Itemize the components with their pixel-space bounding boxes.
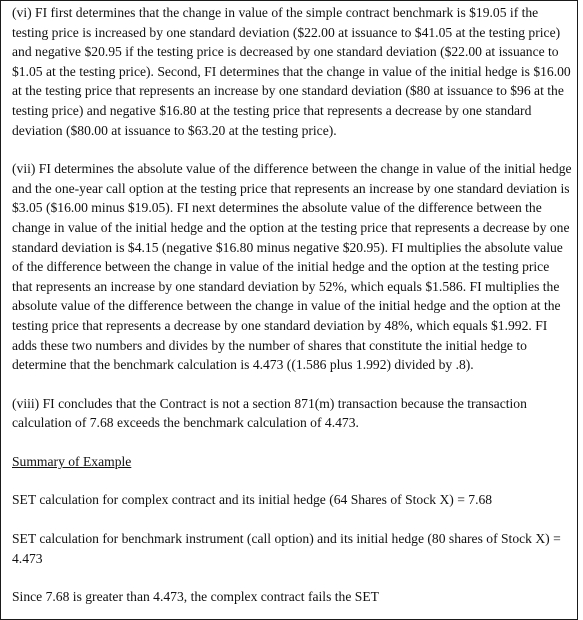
spacer — [12, 471, 572, 490]
spacer — [12, 510, 572, 529]
spacer — [12, 375, 572, 394]
spacer — [12, 568, 572, 587]
spacer — [12, 433, 572, 452]
paragraph-vii: (vii) FI determines the absolute value of the difference between the change in value of the initial hedge and the one-year call option at the testing price that represents an increase by one standard deviation is $3.05 ($16.00 minus $19.05). FI next determines the absolute value of the difference between the change in value of the initial hedge and the option at the testing price that represents a decrease by one standard deviation is $4.15 (negative $16.80 minus negative $20.95). FI multiplies the absolute value of the difference between the change in value of the initial hedge and the option at the testing price that represents an increase by one standard deviation by 52%, which equals $1.586. FI multiplies the absolute value of the difference between the change in value of the initial hedge and the option at the testing price that represents a decrease by one standard deviation by 48%, which equals $1.992. FI adds these two numbers and divides by the number of shares that constitute the initial hedge to determine that the benchmark calculation is 4.473 ((1.586 plus 1.992) divided by .8). — [12, 161, 572, 373]
paragraph-viii: (viii) FI concludes that the Contract is not a section 871(m) transaction because the transaction calculation of 7.68 exceeds the benchmark calculation of 4.473. — [12, 395, 527, 431]
summary-heading: Summary of Example — [12, 453, 132, 469]
spacer — [12, 140, 572, 159]
paragraph-vi: (vi) FI first determines that the change in value of the simple contract benchmark is $19.05 if the testing price is increased by one standard deviation ($22.00 at issuance to $41.05 at the testing price) and negative $20.95 if the testing price is decreased by one standard deviation ($22.00 at issuance to $1.05 at the testing price). Second, FI determines that the change in value of the initial hedge is $16.00 at the testing price that represents an increase by one standard deviation ($80 at issuance to $96 at the testing price) and negative $16.80 at the testing price that represents a decrease by one standard deviation ($80.00 at issuance to $63.20 at the testing price). — [12, 5, 571, 138]
summary-line-conclusion: Since 7.68 is greater than 4.473, the complex contract fails the SET — [12, 589, 379, 605]
document-body — [12, 3, 572, 607]
summary-line-benchmark: SET calculation for benchmark instrument (call option) and its initial hedge (80 shares of Stock X) = 4.473 — [12, 531, 561, 566]
summary-line-complex: SET calculation for complex contract and its initial hedge (64 Shares of Stock X) = 7.68 — [12, 492, 493, 508]
